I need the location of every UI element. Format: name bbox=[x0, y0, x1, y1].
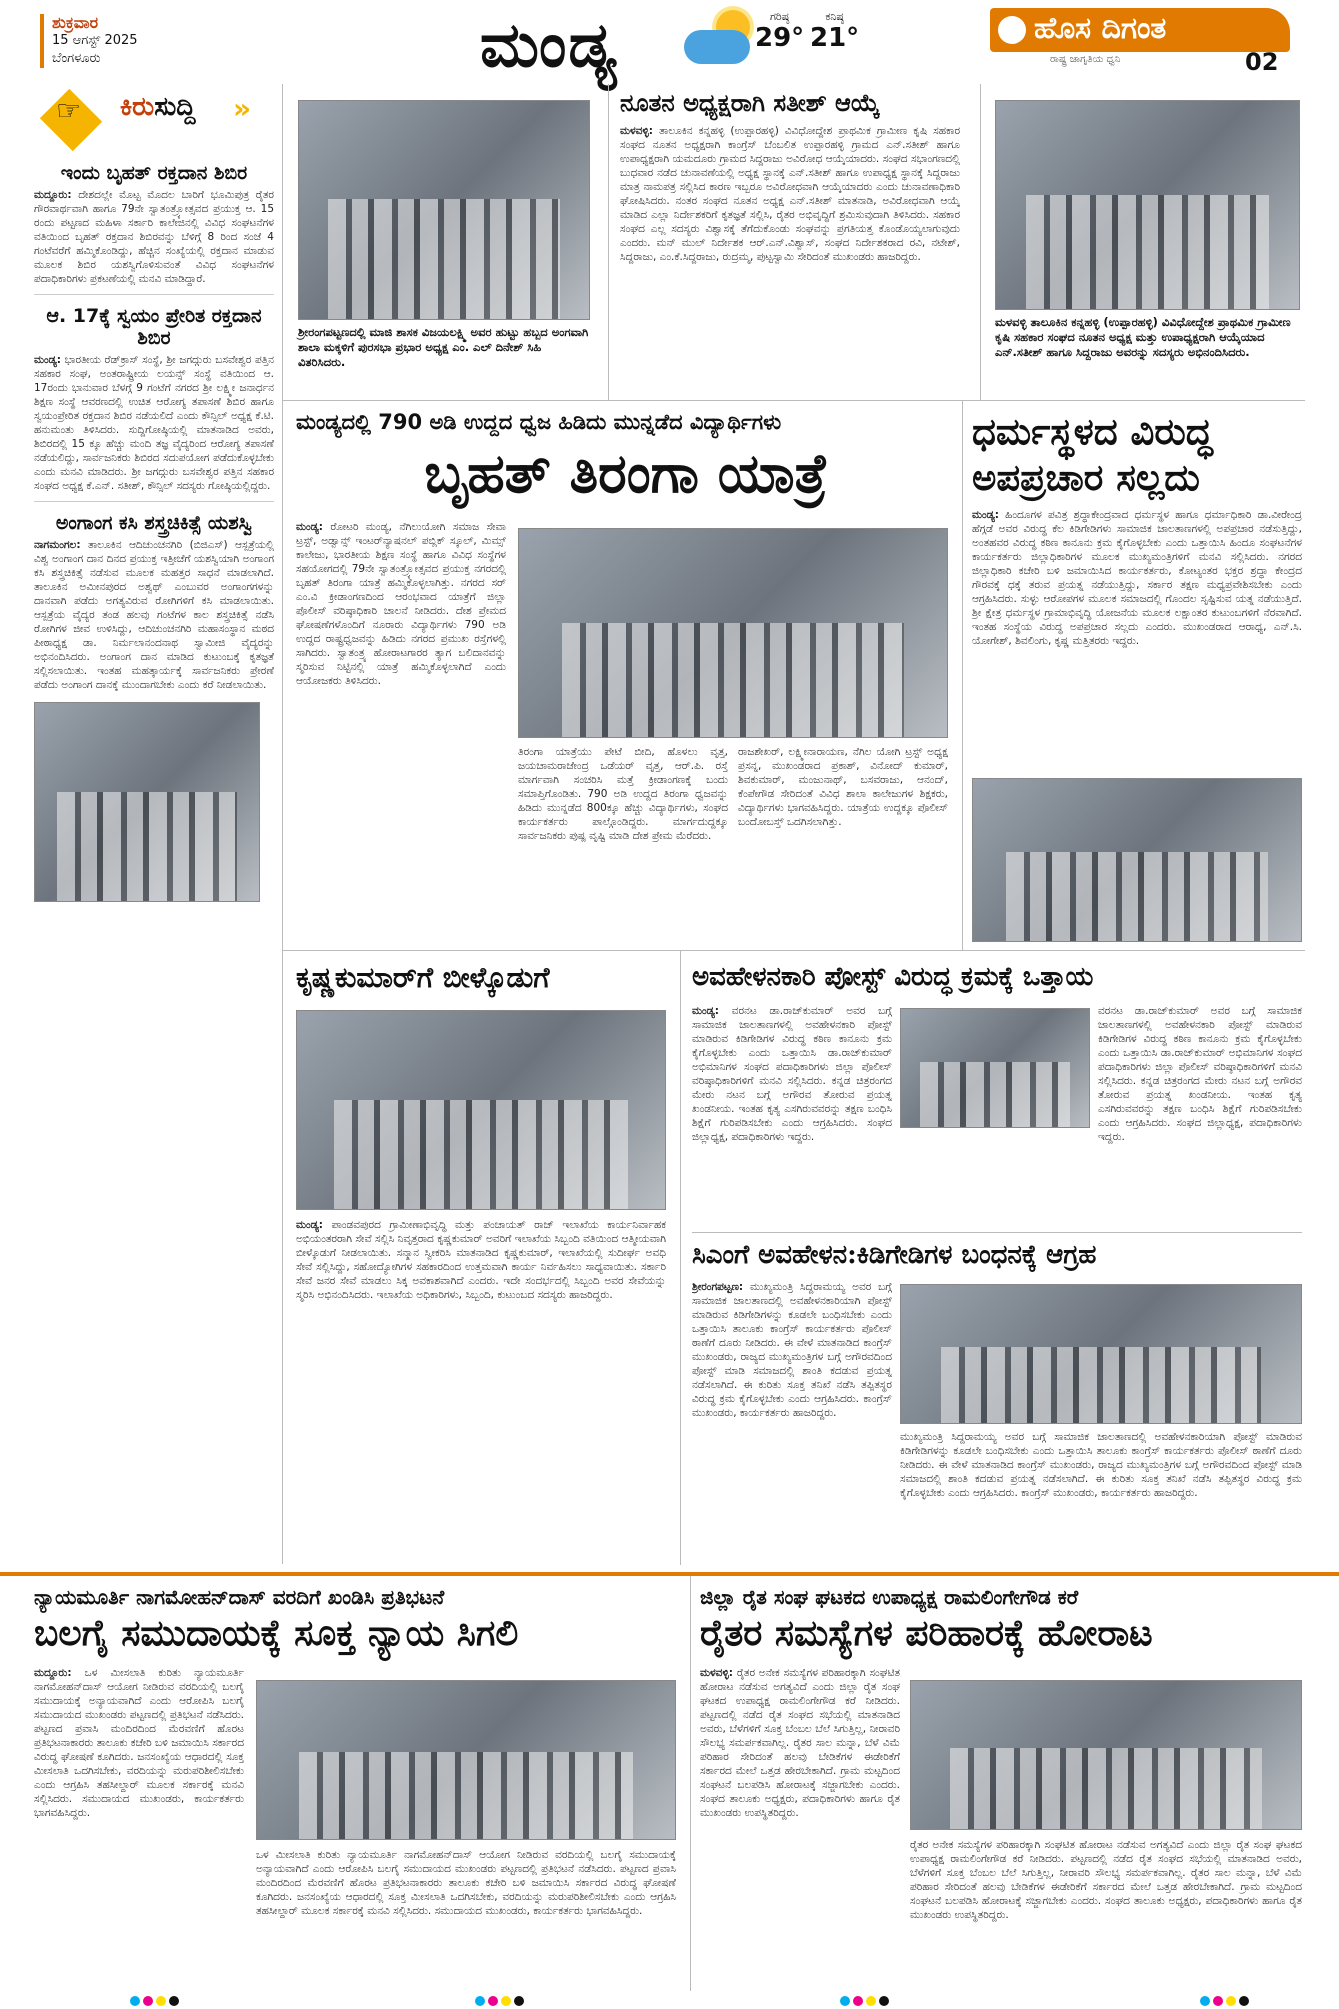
section-divider bbox=[0, 1572, 1339, 1576]
story-body bbox=[620, 124, 960, 392]
story-headline: ಕೃಷ್ಣಕುಮಾರ್‌ಗೆ ಬೀಳ್ಕೊಡುಗೆ bbox=[296, 961, 550, 994]
brief-text: ಭಾರತೀಯ ರೆಡ್‌ಕ್ರಾಸ್ ಸಂಸ್ಥೆ, ಶ್ರೀ ಜಗದ್ಗುರು ಬಸವೇಶ್ವರ ಪತ್ತಿನ ಸಹಕಾರ ಸಂಘ, ಅಂತರಾಷ್ಟ್ರೀಯ ಲಯನ್ಸ್ ಸಂಸ್ಥೆ ವತಿಯಿಂದ ಆ. 17ರಂದು ಭಾನುವಾರ ಬೆಳಗ್ಗೆ 9 ಗಂಟೆಗೆ ನಗರದ ಶ್ರೀ ಲಕ್ಷ್ಮೀ ಜನಾರ್ಧನ ಶಿಕ್ಷಣ ಸಂಸ್ಥೆ ಆವರಣದಲ್ಲಿ ಉಚಿತ ಆರೋಗ್ಯ ತಪಾಸಣೆ ಶಿಬಿರ ಹಾಗೂ ಸ್ವಯಂಪ್ರೇರಿತ ರಕ್ತದಾನ ಶಿಬಿರ ನಡೆಯಲಿದೆ ಎಂದು ಕೌನ್ಸಿಲ್ ಅಧ್ಯಕ್ಷ ಕೆ.ಟಿ. ಹನುಮಂತು ತಿಳಿಸಿದರು. ಸುದ್ದಿಗೋಷ್ಠಿಯಲ್ಲಿ ಮಾತನಾಡಿದ ಅವರು, ಶಿಬಿರದಲ್ಲಿ 15 ಕ್ಕೂ ಹೆಚ್ಚು ಮಂದಿ ತಜ್ಞ ವೈದ್ಯರಿಂದ ಆರೋಗ್ಯ ತಪಾಸಣೆ ನಡೆಯಲಿದ್ದು, ಸಾರ್ವಜನಿಕರು ಶಿಬಿರದ ಸದುಪಯೋಗ ಪಡೆದುಕೊಳ್ಳಬೇಕು ಎಂದು ಮನವಿ ಮಾಡಿದರು. ಶ್ರೀ ಜಗದ್ಗುರು ಬಸವೇಶ್ವರ ಪತ್ತಿನ ಸಹಕಾರ ಸಂಘದ ಅಧ್ಯಕ್ಷ ಕೆ.ಎನ್. ಸತೀಶ್, ಕೌನ್ಸಿಲ್ ಸದಸ್ಯರು ಗೋಷ್ಠಿಯಲ್ಲಿದ್ದರು. bbox=[34, 354, 274, 492]
story-text: ಪಾಂಡವಪುರದ ಗ್ರಾಮೀಣಾಭಿವೃದ್ಧಿ ಮತ್ತು ಪಂಚಾಯತ್ ರಾಜ್ ಇಲಾಖೆಯ ಕಾರ್ಯನಿರ್ವಾಹಕ ಅಭಿಯಂತರರಾಗಿ ಸೇವೆ ಸಲ್ಲಿಸಿ ನಿವೃತ್ತರಾದ ಕೃಷ್ಣಕುಮಾರ್ ಅವರಿಗೆ ಇಲಾಖೆಯ ಸಿಬ್ಬಂದಿ ವತಿಯಿಂದ ಆತ್ಮೀಯವಾಗಿ ಬೀಳ್ಕೊಡುಗೆ ನೀಡಲಾಯಿತು. ಸನ್ಮಾನ ಸ್ವೀಕರಿಸಿ ಮಾತನಾಡಿದ ಕೃಷ್ಣಕುಮಾರ್, ಇಲಾಖೆಯಲ್ಲಿ ಸುದೀರ್ಘ ಅವಧಿ ಸೇವೆ ಸಲ್ಲಿಸಿದ್ದು, ಸಹೋದ್ಯೋಗಿಗಳ ಸಹಕಾರದಿಂದ ಉತ್ತಮವಾಗಿ ಕಾರ್ಯ ನಿರ್ವಹಿಸಲು ಸಾಧ್ಯವಾಯಿತು. ಸರ್ಕಾರಿ ಸೇವೆ ಜನರ ಸೇವೆ ಮಾಡಲು ಸಿಕ್ಕ ಅವಕಾಶವಾಗಿದೆ ಎಂದರು. ಇದೇ ಸಂದರ್ಭದಲ್ಲಿ ಸಿಬ್ಬಂದಿ ಅವರ ಸೇವೆಯನ್ನು ಸ್ಮರಿಸಿ ಅಭಿನಂದಿಸಿದರು. ಇಲಾಖೆಯ ಅಧಿಕಾರಿಗಳು, ಸಿಬ್ಬಂದಿ, ಕುಟುಂಬದ ಸದಸ್ಯರು ಹಾಜರಿದ್ದರು. bbox=[296, 1219, 666, 1301]
temp-max-value: 29° bbox=[755, 23, 805, 53]
masthead bbox=[0, 0, 1339, 80]
story-kicker: ಜಿಲ್ಲಾ ರೈತ ಸಂಘ ಘಟಕದ ಉಪಾಧ್ಯಕ್ಷ ರಾಮಲಿಂಗೇಗೌಡ ಕರೆ bbox=[700, 1585, 1079, 1609]
column-divider bbox=[282, 84, 283, 1564]
story-headline: ಧರ್ಮಸ್ಥಳದ ವಿರುದ್ಧ ಅಪಪ್ರಚಾರ ಸಲ್ಲದು bbox=[972, 409, 1213, 499]
cooperative-members-photo bbox=[995, 100, 1300, 310]
brief-item bbox=[34, 294, 274, 493]
new-president-story bbox=[620, 88, 960, 118]
story-body-continued: ರೈತರ ಅನೇಕ ಸಮಸ್ಯೆಗಳ ಪರಿಹಾರಕ್ಕಾಗಿ ಸಂಘಟಿತ ಹೋರಾಟ ನಡೆಸುವ ಅಗತ್ಯವಿದೆ ಎಂದು ಜಿಲ್ಲಾ ರೈತ ಸಂಘ ಘಟಕದ ಉಪಾಧ್ಯಕ್ಷ ರಾಮಲಿಂಗೇಗೌಡ ಕರೆ ನೀಡಿದರು. ಪಟ್ಟಣದಲ್ಲಿ ನಡೆದ ರೈತ ಸಂಘದ ಸಭೆಯಲ್ಲಿ ಮಾತನಾಡಿದ ಅವರು, ಬೆಳೆಗಳಿಗೆ ಸೂಕ್ತ ಬೆಂಬಲ ಬೆಲೆ ಸಿಗುತ್ತಿಲ್ಲ, ನೀರಾವರಿ ಸೌಲಭ್ಯ ಸಮರ್ಪಕವಾಗಿಲ್ಲ. ರೈತರ ಸಾಲ ಮನ್ನಾ, ಬೆಳೆ ವಿಮೆ ಪರಿಹಾರ ಸೇರಿದಂತೆ ಹಲವು ಬೇಡಿಕೆಗಳ ಈಡೇರಿಕೆಗೆ ಸರ್ಕಾರದ ಮೇಲೆ ಒತ್ತಡ ಹೇರಬೇಕಾಗಿದೆ. ಗ್ರಾಮ ಮಟ್ಟದಿಂದ ಸಂಘಟನೆ ಬಲಪಡಿಸಿ ಹೋರಾಟಕ್ಕೆ ಸಜ್ಜಾಗಬೇಕು ಎಂದರು. ಸಂಘದ ತಾಲೂಕು ಅಧ್ಯಕ್ಷರು, ಪದಾಧಿಕಾರಿಗಳು ಹಾಗೂ ರೈತ ಮುಖಂಡರು ಉಪಸ್ಥಿತರಿದ್ದರು. bbox=[910, 1839, 1302, 1921]
memorandum-photo bbox=[972, 778, 1302, 942]
story-body: ತಿರಂಗಾ ಯಾತ್ರೆಯು ಪೇಟೆ ಬೀದಿ, ಹೊಳಲು ವೃತ್ತ, ಜಯಚಾಮರಾಜೇಂದ್ರ ಒಡೆಯರ್ ವೃತ್ತ, ಆರ್.ಪಿ. ರಸ್ತೆ ಮಾರ್ಗವಾಗಿ ಸಂಚರಿಸಿ ಮತ್ತೆ ಕ್ರೀಡಾಂಗಣಕ್ಕೆ ಬಂದು ಸಮಾಪ್ತಿಗೊಂಡಿತು. 790 ಅಡಿ ಉದ್ದದ ತಿರಂಗಾ ಧ್ವಜವನ್ನು ಹಿಡಿದು ಮುನ್ನಡೆದ 800ಕ್ಕೂ ಹೆಚ್ಚು ವಿದ್ಯಾರ್ಥಿಗಳು, ಸಂಘದ ಕಾರ್ಯಕರ್ತರು ಪಾಲ್ಗೊಂಡಿದ್ದರು. ಮಾರ್ಗದುದ್ದಕ್ಕೂ ಸಾರ್ವಜನಿಕರು ಪುಷ್ಪ ವೃಷ್ಟಿ ಮಾಡಿ ದೇಶ ಪ್ರೇಮ ಮೆರೆದರು. bbox=[518, 746, 728, 842]
balagai-story bbox=[34, 1584, 684, 1656]
story-body-continued: ಮುಖ್ಯಮಂತ್ರಿ ಸಿದ್ದರಾಮಯ್ಯ ಅವರ ಬಗ್ಗೆ ಸಾಮಾಜಿಕ ಜಾಲತಾಣದಲ್ಲಿ ಅವಹೇಳನಕಾರಿಯಾಗಿ ಪೋಸ್ಟ್ ಮಾಡಿರುವ ಕಿಡಿಗೇಡಿಗಳನ್ನು ಕೂಡಲೇ ಬಂಧಿಸಬೇಕು ಎಂದು ಒತ್ತಾಯಿಸಿ ತಾಲೂಕು ಕಾಂಗ್ರೆಸ್ ಕಾರ್ಯಕರ್ತರು ಪೊಲೀಸ್ ಠಾಣೆಗೆ ದೂರು ನೀಡಿದರು. ಈ ವೇಳೆ ಮಾತನಾಡಿದ ಕಾಂಗ್ರೆಸ್ ಮುಖಂಡರು, ರಾಜ್ಯದ ಮುಖ್ಯಮಂತ್ರಿಗಳ ಬಗ್ಗೆ ಅಗೌರವದಿಂದ ಪೋಸ್ಟ್ ಮಾಡಿ ಸಮಾಜದಲ್ಲಿ ಶಾಂತಿ ಕದಡುವ ಪ್ರಯತ್ನ ನಡೆಸಲಾಗಿದೆ. ಈ ಕುರಿತು ಸೂಕ್ತ ತನಿಖೆ ನಡೆಸಿ ತಪ್ಪಿತಸ್ಥರ ವಿರುದ್ಧ ಕ್ರಮ ಕೈಗೊಳ್ಳಬೇಕು ಎಂದು ಆಗ್ರಹಿಸಿದರು. ಕಾಂಗ್ರೆಸ್ ಮುಖಂಡರು, ಕಾರ್ಯಕರ್ತರು ಹಾಜರಿದ್ದರು. bbox=[900, 1431, 1302, 1499]
temp-min-label: ಕನಿಷ್ಠ bbox=[825, 10, 844, 23]
felicitation-photo bbox=[34, 702, 260, 902]
story-kicker: ಮಂಡ್ಯದಲ್ಲಿ 790 ಅಡಿ ಉದ್ದದ ಧ್ವಜ ಹಿಡಿದು ಮುನ್ನಡೆದ ವಿದ್ಯಾರ್ಥಿಗಳು bbox=[296, 410, 782, 434]
cloud-icon bbox=[684, 30, 750, 64]
brief-body bbox=[34, 353, 274, 493]
dateline: ನಾಗಮಂಗಲ: bbox=[34, 539, 81, 551]
brand-name: ಹೊಸ ದಿಗಂತ bbox=[1034, 11, 1167, 46]
story-body bbox=[34, 1666, 244, 1986]
temp-max-label: ಗರಿಷ್ಠ bbox=[769, 10, 790, 23]
story-text: ರೋಟರಿ ಮಂಡ್ಯ, ನೆಗಿಲುಯೋಗಿ ಸಮಾಜ ಸೇವಾ ಟ್ರಸ್ಟ್, ಅಡ್ವಾನ್ಸ್ ಇಂಟರ್‌ನ್ಯಾಷನಲ್ ಪಬ್ಲಿಕ್ ಸ್ಕೂಲ್, ಮಿಮ್ಸ್ ಕಾಲೇಜು, ಭಾರತೀಯ ಶಿಕ್ಷಣ ಸಂಸ್ಥೆ ಹಾಗೂ ವಿವಿಧ ಸಂಸ್ಥೆಗಳ ಸಹಯೋಗದಲ್ಲಿ 79ನೇ ಸ್ವಾತಂತ್ರ್ಯೋತ್ಸವದ ಪ್ರಯುಕ್ತ ನಗರದಲ್ಲಿ ಬೃಹತ್ ತಿರಂಗಾ ಯಾತ್ರೆ ಹಮ್ಮಿಕೊಳ್ಳಲಾಗಿತ್ತು. ನಗರದ ಸರ್ ಎಂ.ವಿ ಕ್ರೀಡಾಂಗಣದಿಂದ ಆರಂಭವಾದ ಯಾತ್ರೆಗೆ ಜಿಲ್ಲಾ ಪೊಲೀಸ್ ವರಿಷ್ಠಾಧಿಕಾರಿ ಚಾಲನೆ ನೀಡಿದರು. ದೇಶ ಪ್ರೇಮದ ಘೋಷಣೆಗಳೊಂದಿಗೆ ನೂರಾರು ವಿದ್ಯಾರ್ಥಿಗಳು 790 ಅಡಿ ಉದ್ದದ ರಾಷ್ಟ್ರಧ್ವಜವನ್ನು ಹಿಡಿದು ನಗರದ ಪ್ರಮುಖ ರಸ್ತೆಗಳಲ್ಲಿ ಸಾಗಿದರು. ಸ್ವಾತಂತ್ರ್ಯ ಹೋರಾಟಗಾರರ ತ್ಯಾಗ ಬಲಿದಾನವನ್ನು ಸ್ಮರಿಸುವ ನಿಟ್ಟಿನಲ್ಲಿ ಯಾತ್ರೆ ಹಮ್ಮಿಕೊಳ್ಳಲಾಗಿದೆ ಎಂದು ಆಯೋಜಕರು ತಿಳಿಸಿದರು. bbox=[296, 521, 506, 687]
farewell-photo bbox=[296, 1010, 666, 1210]
dateline: ಶ್ರೀರಂಗಪಟ್ಟಣ: bbox=[692, 1281, 744, 1293]
column-divider bbox=[962, 400, 963, 950]
registration-marks bbox=[840, 1996, 889, 2006]
story-headline: ರೈತರ ಸಮಸ್ಯೆಗಳ ಪರಿಹಾರಕ್ಕೆ ಹೋರಾಟ bbox=[700, 1612, 1153, 1654]
story-text: ತಾಲೂಕಿನ ಕನ್ನಹಳ್ಳಿ (ಉಪ್ಪಾರಹಳ್ಳಿ) ವಿವಿಧೋದ್ದೇಶ ಪ್ರಾಥಮಿಕ ಗ್ರಾಮೀಣ ಕೃಷಿ ಸಹಕಾರ ಸಂಘದ ನೂತನ ಅಧ್ಯಕ್ಷರಾಗಿ ಕಾಂಗ್ರೆಸ್ ಬೆಂಬಲಿತ ಉಪ್ಪಾರಹಳ್ಳಿ ಗ್ರಾಮದ ಎನ್.ಸತೀಶ್ ಹಾಗೂ ಉಪಾಧ್ಯಕ್ಷರಾಗಿ ಯಮದೂರು ಗ್ರಾಮದ ಸಿದ್ದರಾಜು ಅವಿರೋಧ ಆಯ್ಕೆಯಾದರು. ಸಂಘದ ಸಭಾಂಗಣದಲ್ಲಿ ಬುಧವಾರ ನಡೆದ ಚುನಾವಣೆಯಲ್ಲಿ ಅಧ್ಯಕ್ಷ ಸ್ಥಾನಕ್ಕೆ ಎನ್.ಸತೀಶ್ ಹಾಗೂ ಉಪಾಧ್ಯಕ್ಷ ಸ್ಥಾನಕ್ಕೆ ಸಿದ್ದರಾಜು ಮಾತ್ರ ನಾಮಪತ್ರ ಸಲ್ಲಿಸಿದ ಕಾರಣ ಇಬ್ಬರೂ ಅವಿರೋಧವಾಗಿ ಆಯ್ಕೆಯಾದರು ಎಂದು ಚುನಾವಣಾಧಿಕಾರಿ ಘೋಷಿಸಿದರು. ನಂತರ ಸಂಘದ ನೂತನ ಅಧ್ಯಕ್ಷ ಎನ್.ಸತೀಶ್ ಮಾತನಾಡಿ, ಅವಿರೋಧವಾಗಿ ಆಯ್ಕೆ ಮಾಡಿದ ಎಲ್ಲಾ ನಿರ್ದೇಶಕರಿಗೆ ಕೃತಜ್ಞತೆ ಸಲ್ಲಿಸಿ, ರೈತರ ಅಭಿವೃದ್ಧಿಗೆ ಶ್ರಮಿಸುವುದಾಗಿ ತಿಳಿಸಿದರು. ಸಹಕಾರ ಸಂಘದ ಎಲ್ಲ ಸದಸ್ಯರು ವಿಶ್ವಾಸಕ್ಕೆ ತೆಗೆದುಕೊಂಡು ಸಂಘವನ್ನು ಪ್ರಗತಿಯತ್ತ ಕೊಂಡೊಯ್ಯಲಾಗುವುದು ಎಂದರು. ಮನ್ ಮುಲ್ ನಿರ್ದೇಶಕ ಆರ್.ಎನ್.ವಿಶ್ವಾಸ್, ಸಂಘದ ನಿರ್ದೇಶಕರಾದ ರವಿ, ನಟೇಶ್, ಸಿದ್ದರಾಜು, ಎಂ.ಕೆ.ಸಿದ್ದರಾಜು, ರುದ್ರಮ್ಮ, ಪುಟ್ಟಸ್ವಾಮಿ ಸೇರಿದಂತೆ ಮುಖಂಡರು ಹಾಜರಿದ್ದರು. bbox=[620, 125, 960, 263]
column-divider bbox=[690, 1576, 691, 1991]
registration-marks bbox=[1200, 1996, 1249, 2006]
story-text: ರೈತರ ಅನೇಕ ಸಮಸ್ಯೆಗಳ ಪರಿಹಾರಕ್ಕಾಗಿ ಸಂಘಟಿತ ಹೋರಾಟ ನಡೆಸುವ ಅಗತ್ಯವಿದೆ ಎಂದು ಜಿಲ್ಲಾ ರೈತ ಸಂಘ ಘಟಕದ ಉಪಾಧ್ಯಕ್ಷ ರಾಮಲಿಂಗೇಗೌಡ ಕರೆ ನೀಡಿದರು. ಪಟ್ಟಣದಲ್ಲಿ ನಡೆದ ರೈತ ಸಂಘದ ಸಭೆಯಲ್ಲಿ ಮಾತನಾಡಿದ ಅವರು, ಬೆಳೆಗಳಿಗೆ ಸೂಕ್ತ ಬೆಂಬಲ ಬೆಲೆ ಸಿಗುತ್ತಿಲ್ಲ, ನೀರಾವರಿ ಸೌಲಭ್ಯ ಸಮರ್ಪಕವಾಗಿಲ್ಲ. ರೈತರ ಸಾಲ ಮನ್ನಾ, ಬೆಳೆ ವಿಮೆ ಪರಿಹಾರ ಸೇರಿದಂತೆ ಹಲವು ಬೇಡಿಕೆಗಳ ಈಡೇರಿಕೆಗೆ ಸರ್ಕಾರದ ಮೇಲೆ ಒತ್ತಡ ಹೇರಬೇಕಾಗಿದೆ. ಗ್ರಾಮ ಮಟ್ಟದಿಂದ ಸಂಘಟನೆ ಬಲಪಡಿಸಿ ಹೋರಾಟಕ್ಕೆ ಸಜ್ಜಾಗಬೇಕು ಎಂದರು. ಸಂಘದ ತಾಲೂಕು ಅಧ್ಯಕ್ಷರು, ಪದಾಧಿಕಾರಿಗಳು ಹಾಗೂ ರೈತ ಮುಖಂಡರು ಉಪಸ್ಥಿತರಿದ್ದರು. bbox=[700, 1667, 900, 1819]
pointing-hand-icon: ☞ bbox=[56, 94, 82, 127]
story-headline: ಸಿಎಂಗೆ ಅವಹೇಳನ:ಕಿಡಿಗೇಡಿಗಳ ಬಂಧನಕ್ಕೆ ಆಗ್ರಹ bbox=[692, 1240, 1097, 1270]
dateline: ಮಂಡ್ಯ: bbox=[296, 521, 323, 533]
story-body bbox=[296, 520, 506, 940]
dateline: ಮಳವಳ್ಳಿ: bbox=[620, 125, 654, 137]
avahelana-post-story bbox=[692, 960, 1302, 994]
police-station-photo bbox=[900, 1284, 1302, 1424]
story-text: ಹಿಂದೂಗಳ ಪವಿತ್ರ ಶ್ರದ್ಧಾಕೇಂದ್ರವಾದ ಧರ್ಮಸ್ಥಳ ಹಾಗೂ ಧರ್ಮಾಧಿಕಾರಿ ಡಾ.ವೀರೇಂದ್ರ ಹೆಗ್ಗಡೆ ಅವರ ವಿರುದ್ಧ ಕೆಲ ಕಿಡಿಗೇಡಿಗಳು ಸಾಮಾಜಿಕ ಜಾಲತಾಣಗಳಲ್ಲಿ ಅಪಪ್ರಚಾರ ನಡೆಸುತ್ತಿದ್ದು, ಅಂತಹವರ ವಿರುದ್ಧ ಕಠಿಣ ಕಾನೂನು ಕ್ರಮ ಕೈಗೊಳ್ಳಬೇಕು ಎಂದು ಒತ್ತಾಯಿಸಿ ಹಿಂದೂ ಸಂಘಟನೆಗಳ ಕಾರ್ಯಕರ್ತರು ಜಿಲ್ಲಾಧಿಕಾರಿಗಳ ಮೂಲಕ ಮುಖ್ಯಮಂತ್ರಿಗಳಿಗೆ ಮನವಿ ಸಲ್ಲಿಸಿದರು. ನಗರದ ಜಿಲ್ಲಾಧಿಕಾರಿ ಕಚೇರಿ ಬಳಿ ಜಮಾಯಿಸಿದ ಕಾರ್ಯಕರ್ತರು, ಕೋಟ್ಯಂತರ ಭಕ್ತರ ಶ್ರದ್ಧಾ ಕೇಂದ್ರದ ಗೌರವಕ್ಕೆ ಧಕ್ಕೆ ತರುವ ಪ್ರಯತ್ನ ನಡೆಯುತ್ತಿದ್ದು, ಸರ್ಕಾರ ತಕ್ಷಣ ಮಧ್ಯಪ್ರವೇಶಿಸಬೇಕು ಎಂದು ಆಗ್ರಹಿಸಿದರು. ಸುಳ್ಳು ಆರೋಪಗಳ ಮೂಲಕ ಸಮಾಜದಲ್ಲಿ ಗೊಂದಲ ಸೃಷ್ಟಿಸುವ ಯತ್ನ ನಡೆಯುತ್ತಿದೆ. ಶ್ರೀ ಕ್ಷೇತ್ರ ಧರ್ಮಸ್ಥಳ ಗ್ರಾಮಾಭಿವೃದ್ಧಿ ಯೋಜನೆಯ ಮೂಲಕ ಲಕ್ಷಾಂತರ ಕುಟುಂಬಗಳಿಗೆ ನೆರವಾಗಿದೆ. ಇಂತಹ ಸಂಸ್ಥೆಯ ವಿರುದ್ಧ ಅಪಪ್ರಚಾರ ಸಲ್ಲದು ಎಂದರು. ಮುಖಂಡರಾದ ಆರಾಧ್ಯ, ಎನ್.ಸಿ. ಯೋಗೇಶ್, ಶಿವಲಿಂಗು, ಕೃಷ್ಣ ಮತ್ತಿತರರು ಇದ್ದರು. bbox=[972, 509, 1302, 647]
story-text: ಮುಖ್ಯಮಂತ್ರಿ ಸಿದ್ದರಾಮಯ್ಯ ಅವರ ಬಗ್ಗೆ ಸಾಮಾಜಿಕ ಜಾಲತಾಣದಲ್ಲಿ ಅವಹೇಳನಕಾರಿಯಾಗಿ ಪೋಸ್ಟ್ ಮಾಡಿರುವ ಕಿಡಿಗೇಡಿಗಳನ್ನು ಕೂಡಲೇ ಬಂಧಿಸಬೇಕು ಎಂದು ಒತ್ತಾಯಿಸಿ ತಾಲೂಕು ಕಾಂಗ್ರೆಸ್ ಕಾರ್ಯಕರ್ತರು ಪೊಲೀಸ್ ಠಾಣೆಗೆ ದೂರು ನೀಡಿದರು. ಈ ವೇಳೆ ಮಾತನಾಡಿದ ಕಾಂಗ್ರೆಸ್ ಮುಖಂಡರು, ರಾಜ್ಯದ ಮುಖ್ಯಮಂತ್ರಿಗಳ ಬಗ್ಗೆ ಅಗೌರವದಿಂದ ಪೋಸ್ಟ್ ಮಾಡಿ ಸಮಾಜದಲ್ಲಿ ಶಾಂತಿ ಕದಡುವ ಪ್ರಯತ್ನ ನಡೆಸಲಾಗಿದೆ. ಈ ಕುರಿತು ಸೂಕ್ತ ತನಿಖೆ ನಡೆಸಿ ತಪ್ಪಿತಸ್ಥರ ವಿರುದ್ಧ ಕ್ರಮ ಕೈಗೊಳ್ಳಬೇಕು ಎಂದು ಆಗ್ರಹಿಸಿದರು. ಕಾಂಗ್ರೆಸ್ ಮುಖಂಡರು, ಕಾರ್ಯಕರ್ತರು ಹಾಜರಿದ್ದರು. bbox=[692, 1281, 892, 1419]
cm-protest-story bbox=[692, 1238, 1302, 1272]
registration-marks bbox=[475, 1996, 524, 2006]
lamp-icon bbox=[998, 16, 1026, 44]
protest-rally-photo bbox=[256, 1680, 676, 1840]
brief-headline: ಅಂಗಾಂಗ ಕಸಿ ಶಸ್ತ್ರಚಿಕಿತ್ಸೆ ಯಶಸ್ವಿ bbox=[55, 512, 253, 534]
story-body bbox=[692, 1004, 892, 1224]
dateline: ಮಂಡ್ಯ: bbox=[296, 1219, 323, 1231]
story-body-continued: ಒಳ ಮೀಸಲಾತಿ ಕುರಿತು ನ್ಯಾಯಮೂರ್ತಿ ನಾಗಮೋಹನ್‌ದಾಸ್ ಆಯೋಗ ನೀಡಿರುವ ವರದಿಯಲ್ಲಿ ಬಲಗೈ ಸಮುದಾಯಕ್ಕೆ ಅನ್ಯಾಯವಾಗಿದೆ ಎಂದು ಆರೋಪಿಸಿ ಬಲಗೈ ಸಮುದಾಯದ ಮುಖಂಡರು ಪಟ್ಟಣದಲ್ಲಿ ಪ್ರತಿಭಟನೆ ನಡೆಸಿದರು. ಪಟ್ಟಣದ ಪ್ರವಾಸಿ ಮಂದಿರದಿಂದ ಮೆರವಣಿಗೆ ಹೊರಟ ಪ್ರತಿಭಟನಾಕಾರರು ತಾಲೂಕು ಕಚೇರಿ ಬಳಿ ಜಮಾಯಿಸಿ ಸರ್ಕಾರದ ವಿರುದ್ಧ ಘೋಷಣೆ ಕೂಗಿದರು. ಜನಸಂಖ್ಯೆಯ ಆಧಾರದಲ್ಲಿ ಸೂಕ್ತ ಮೀಸಲಾತಿ ಒದಗಿಸಬೇಕು, ವರದಿಯನ್ನು ಮರುಪರಿಶೀಲಿಸಬೇಕು ಎಂದು ಆಗ್ರಹಿಸಿ ತಹಸೀಲ್ದಾರ್ ಮೂಲಕ ಸರ್ಕಾರಕ್ಕೆ ಮನವಿ ಸಲ್ಲಿಸಿದರು. ಸಮುದಾಯದ ಮುಖಂಡರು, ಕಾರ್ಯಕರ್ತರು ಭಾಗವಹಿಸಿದ್ದರು. bbox=[256, 1849, 676, 1917]
fans-association-photo bbox=[900, 1008, 1090, 1128]
story-text: ಒಳ ಮೀಸಲಾತಿ ಕುರಿತು ನ್ಯಾಯಮೂರ್ತಿ ನಾಗಮೋಹನ್‌ದಾಸ್ ಆಯೋಗ ನೀಡಿರುವ ವರದಿಯಲ್ಲಿ ಬಲಗೈ ಸಮುದಾಯಕ್ಕೆ ಅನ್ಯಾಯವಾಗಿದೆ ಎಂದು ಆರೋಪಿಸಿ ಬಲಗೈ ಸಮುದಾಯದ ಮುಖಂಡರು ಪಟ್ಟಣದಲ್ಲಿ ಪ್ರತಿಭಟನೆ ನಡೆಸಿದರು. ಪಟ್ಟಣದ ಪ್ರವಾಸಿ ಮಂದಿರದಿಂದ ಮೆರವಣಿಗೆ ಹೊರಟ ಪ್ರತಿಭಟನಾಕಾರರು ತಾಲೂಕು ಕಚೇರಿ ಬಳಿ ಜಮಾಯಿಸಿ ಸರ್ಕಾರದ ವಿರುದ್ಧ ಘೋಷಣೆ ಕೂಗಿದರು. ಜನಸಂಖ್ಯೆಯ ಆಧಾರದಲ್ಲಿ ಸೂಕ್ತ ಮೀಸಲಾತಿ ಒದಗಿಸಬೇಕು, ವರದಿಯನ್ನು ಮರುಪರಿಶೀಲಿಸಬೇಕು ಎಂದು ಆಗ್ರಹಿಸಿ ತಹಸೀಲ್ದಾರ್ ಮೂಲಕ ಸರ್ಕಾರಕ್ಕೆ ಮನವಿ ಸಲ್ಲಿಸಿದರು. ಸಮುದಾಯದ ಮುಖಂಡರು, ಕಾರ್ಯಕರ್ತರು ಭಾಗವಹಿಸಿದ್ದರು. bbox=[34, 1667, 244, 1819]
brief-item bbox=[34, 162, 274, 286]
story-headline: ಅವಹೇಳನಕಾರಿ ಪೋಸ್ಟ್ ವಿರುದ್ಧ ಕ್ರಮಕ್ಕೆ ಒತ್ತಾಯ bbox=[692, 962, 1094, 992]
brief-item bbox=[34, 501, 274, 692]
section-label bbox=[120, 92, 196, 122]
krishnakumar-story bbox=[296, 960, 666, 996]
photo-caption: ಶ್ರೀರಂಗಪಟ್ಟಣದಲ್ಲಿ ಮಾಜಿ ಶಾಸಕ ವಿಜಯಲಕ್ಷ್ಮಿ ಅವರ ಹುಟ್ಟು ಹಬ್ಬದ ಅಂಗವಾಗಿ ಶಾಲಾ ಮಕ್ಕಳಿಗೆ ಪುರಸಭಾ ಪ್ರಭಾರ ಅಧ್ಯಕ್ಷ ಎಂ. ಎಲ್ ದಿನೇಶ್ ಸಿಹಿ ವಿತರಿಸಿದರು. bbox=[298, 325, 589, 369]
story-headline: ಬೃಹತ್ ತಿರಂಗಾ ಯಾತ್ರೆ bbox=[424, 441, 828, 505]
story-body bbox=[700, 1666, 900, 1986]
temp-max bbox=[755, 10, 804, 52]
weekday: ಶುಕ್ರವಾರ bbox=[52, 13, 99, 32]
newspaper-logo bbox=[990, 8, 1300, 76]
dateline: ಮಂಡ್ಯ: bbox=[692, 1005, 719, 1017]
dateline: ಮಂಡ್ಯ: bbox=[34, 354, 61, 366]
brief-headline: ಆ. 17ಕ್ಕೆ ಸ್ವಯಂ ಪ್ರೇರಿತ ರಕ್ತದಾನ ಶಿಬಿರ bbox=[46, 305, 262, 349]
story-body bbox=[296, 1218, 666, 1558]
brief-body bbox=[34, 538, 274, 692]
photo-caption: ಮಳವಳ್ಳಿ ತಾಲೂಕಿನ ಕನ್ನಹಳ್ಳಿ (ಉಪ್ಪಾರಹಳ್ಳಿ) ವಿವಿಧೋದ್ದೇಶ ಪ್ರಾಥಮಿಕ ಗ್ರಾಮೀಣ ಕೃಷಿ ಸಹಕಾರ ಸಂಘದ ನೂತನ ಅಧ್ಯಕ್ಷ ಮತ್ತು ಉಪಾಧ್ಯಕ್ಷರಾಗಿ ಆಯ್ಕೆಯಾದ ಎನ್.ಸತೀಶ್ ಹಾಗೂ ಸಿದ್ದರಾಜು ಅವರನ್ನು ಸದಸ್ಯರು ಅಭಿನಂದಿಸಿದರು. bbox=[995, 315, 1291, 359]
story-headline: ನೂತನ ಅಧ್ಯಕ್ಷರಾಗಿ ಸತೀಶ್ ಆಯ್ಕೆ bbox=[620, 88, 880, 117]
story-body bbox=[972, 508, 1302, 770]
chevrons-icon: » bbox=[233, 92, 252, 125]
column-divider bbox=[980, 84, 981, 400]
raitha-story bbox=[700, 1584, 1305, 1656]
registration-marks bbox=[130, 1996, 179, 2006]
brand-tagline: ರಾಷ್ಟ್ರ ಜಾಗೃತಿಯ ಧ್ವನಿ bbox=[1050, 54, 1121, 65]
dateline: ಮದ್ದೂರು: bbox=[34, 189, 72, 201]
column-divider bbox=[680, 950, 681, 1565]
brief-body bbox=[34, 188, 274, 286]
row-divider bbox=[282, 400, 1305, 401]
story-body: ರಾಜಶೇಖರ್, ಲಕ್ಷ್ಮೀನಾರಾಯಣ, ನೆಗಿಲ ಯೋಗಿ ಟ್ರಸ್ಟ್ ಅಧ್ಯಕ್ಷ ಪ್ರಸನ್ನ, ಮುಖಂಡರಾದ ಪ್ರಕಾಶ್, ವಿನೋದ್ ಕುಮಾರ್, ಶಿವಕುಮಾರ್, ಮಂಜುನಾಥ್, ಬಸವರಾಜು, ಆನಂದ್, ಕೆಂಪೇಗೌಡ ಸೇರಿದಂತೆ ವಿವಿಧ ಶಾಲಾ ಕಾಲೇಜುಗಳ ಶಿಕ್ಷಕರು, ವಿದ್ಯಾರ್ಥಿಗಳು ಭಾಗವಹಿಸಿದ್ದರು. ಯಾತ್ರೆಯ ಉದ್ದಕ್ಕೂ ಪೊಲೀಸ್ ಬಂದೋಬಸ್ತ್ ಒದಗಿಸಲಾಗಿತ್ತು. bbox=[738, 746, 948, 828]
story-body-continued: ವರನಟ ಡಾ.ರಾಜ್‌ಕುಮಾರ್ ಅವರ ಬಗ್ಗೆ ಸಾಮಾಜಿಕ ಜಾಲತಾಣಗಳಲ್ಲಿ ಅವಹೇಳನಕಾರಿ ಪೋಸ್ಟ್ ಮಾಡಿರುವ ಕಿಡಿಗೇಡಿಗಳ ವಿರುದ್ಧ ಕಠಿಣ ಕಾನೂನು ಕ್ರಮ ಕೈಗೊಳ್ಳಬೇಕು ಎಂದು ಒತ್ತಾಯಿಸಿ ಡಾ.ರಾಜ್‌ಕುಮಾರ್ ಅಭಿಮಾನಿಗಳ ಸಂಘದ ಪದಾಧಿಕಾರಿಗಳು ಜಿಲ್ಲಾ ಪೊಲೀಸ್ ವರಿಷ್ಠಾಧಿಕಾರಿಗಳಿಗೆ ಮನವಿ ಸಲ್ಲಿಸಿದರು. ಕನ್ನಡ ಚಿತ್ರರಂಗದ ಮೇರು ನಟನ ಬಗ್ಗೆ ಅಗೌರವ ತೋರುವ ಪ್ರಯತ್ನ ಖಂಡನೀಯ. ಇಂತಹ ಕೃತ್ಯ ಎಸಗಿರುವವರನ್ನು ತಕ್ಷಣ ಬಂಧಿಸಿ ಶಿಕ್ಷೆಗೆ ಗುರಿಪಡಿಸಬೇಕು ಎಂದು ಆಗ್ರಹಿಸಿದರು. ಸಂಘದ ಜಿಲ್ಲಾಧ್ಯಕ್ಷ, ಪದಾಧಿಕಾರಿಗಳು ಇದ್ದರು. bbox=[1098, 1005, 1302, 1143]
temp-min-value: 21° bbox=[810, 23, 860, 53]
brief-text: ತಾಲೂಕಿನ ಆದಿಚುಂಚನಗಿರಿ (ಬಿಜಿಎಸ್) ಆಸ್ಪತ್ರೆಯಲ್ಲಿ ವಿಶ್ವ ಅಂಗಾಂಗ ದಾನ ದಿನದ ಪ್ರಯುಕ್ತ ಇತ್ತೀಚೆಗೆ ಯಶಸ್ವಿಯಾಗಿ ಅಂಗಾಂಗ ಕಸಿ ಶಸ್ತ್ರಚಿಕಿತ್ಸೆ ನಡೆಸುವ ಮೂಲಕ ಮಹತ್ತರ ಸಾಧನೆ ಮಾಡಲಾಗಿದೆ. ತಾಲೂಕಿನ ಅಮೀನಪುರದ ಅಶ್ವಥ್ ಎಂಬುವರ ಅಂಗಾಂಗಗಳನ್ನು ದಾನವಾಗಿ ಪಡೆದು ಅಗತ್ಯವಿರುವ ರೋಗಿಗಳಿಗೆ ಕಸಿ ಮಾಡಲಾಯಿತು. ಆಸ್ಪತ್ರೆಯ ವೈದ್ಯರ ತಂಡ ಹಲವು ಗಂಟೆಗಳ ಕಾಲ ಶಸ್ತ್ರಚಿಕಿತ್ಸೆ ನಡೆಸಿ ರೋಗಿಗಳ ಜೀವ ಉಳಿಸಿದ್ದು, ಆದಿಚುಂಚನಗಿರಿ ಮಹಾಸಂಸ್ಥಾನ ಮಠದ ಪೀಠಾಧ್ಯಕ್ಷ ಡಾ. ನಿರ್ಮಲಾನಂದನಾಥ ಸ್ವಾಮೀಜಿ ವೈದ್ಯರನ್ನು ಅಭಿನಂದಿಸಿದರು. ಅಂಗಾಂಗ ದಾನ ಮಾಡಿದ ಕುಟುಂಬಕ್ಕೆ ಕೃತಜ್ಞತೆ ಸಲ್ಲಿಸಲಾಯಿತು. ಇಂತಹ ಮಹತ್ಕಾರ್ಯಕ್ಕೆ ಸಾರ್ವಜನಿಕರು ಪ್ರೇರಣೆ ಪಡೆದು ಅಂಗಾಂಗ ದಾನಕ್ಕೆ ಮುಂದಾಗಬೇಕು ಎಂದು ಕರೆ ನೀಡಲಾಯಿತು. bbox=[34, 539, 274, 691]
page-title: ಮಂಡ್ಯ bbox=[480, 8, 619, 81]
story-kicker: ನ್ಯಾಯಮೂರ್ತಿ ನಾಗಮೋಹನ್‌ದಾಸ್ ವರದಿಗೆ ಖಂಡಿಸಿ ಪ್ರತಿಭಟನೆ bbox=[34, 1585, 445, 1609]
edition-date: 15 ಆಗಸ್ಟ್ 2025 bbox=[52, 33, 138, 48]
kirusuddi-banner bbox=[38, 88, 264, 152]
school-children-photo bbox=[298, 100, 590, 320]
section-label-a: ಕಿರು bbox=[120, 92, 155, 122]
farmers-meeting-photo bbox=[910, 1680, 1302, 1830]
column-divider bbox=[608, 84, 609, 400]
dateline: ಮಂಡ್ಯ: bbox=[972, 509, 999, 521]
section-label-b: ಸುದ್ದಿ bbox=[154, 92, 196, 122]
row-divider bbox=[282, 950, 1305, 951]
story-body bbox=[692, 1280, 892, 1560]
date-block bbox=[40, 14, 200, 68]
edition-city: ಬೆಂಗಳೂರು bbox=[52, 51, 101, 66]
brief-headline: ಇಂದು ಬೃಹತ್ ರಕ್ತದಾನ ಶಿಬಿರ bbox=[60, 162, 248, 184]
row-divider bbox=[692, 1232, 1302, 1233]
briefs-column bbox=[34, 84, 274, 1564]
story-text: ವರನಟ ಡಾ.ರಾಜ್‌ಕುಮಾರ್ ಅವರ ಬಗ್ಗೆ ಸಾಮಾಜಿಕ ಜಾಲತಾಣಗಳಲ್ಲಿ ಅವಹೇಳನಕಾರಿ ಪೋಸ್ಟ್ ಮಾಡಿರುವ ಕಿಡಿಗೇಡಿಗಳ ವಿರುದ್ಧ ಕಠಿಣ ಕಾನೂನು ಕ್ರಮ ಕೈಗೊಳ್ಳಬೇಕು ಎಂದು ಒತ್ತಾಯಿಸಿ ಡಾ.ರಾಜ್‌ಕುಮಾರ್ ಅಭಿಮಾನಿಗಳ ಸಂಘದ ಪದಾಧಿಕಾರಿಗಳು ಜಿಲ್ಲಾ ಪೊಲೀಸ್ ವರಿಷ್ಠಾಧಿಕಾರಿಗಳಿಗೆ ಮನವಿ ಸಲ್ಲಿಸಿದರು. ಕನ್ನಡ ಚಿತ್ರರಂಗದ ಮೇರು ನಟನ ಬಗ್ಗೆ ಅಗೌರವ ತೋರುವ ಪ್ರಯತ್ನ ಖಂಡನೀಯ. ಇಂತಹ ಕೃತ್ಯ ಎಸಗಿರುವವರನ್ನು ತಕ್ಷಣ ಬಂಧಿಸಿ ಶಿಕ್ಷೆಗೆ ಗುರಿಪಡಿಸಬೇಕು ಎಂದು ಆಗ್ರಹಿಸಿದರು. ಸಂಘದ ಜಿಲ್ಲಾಧ್ಯಕ್ಷ, ಪದಾಧಿಕಾರಿಗಳು ಇದ್ದರು. bbox=[692, 1005, 892, 1143]
brief-text: ದೇಶದಲ್ಲೇ ಮೊಟ್ಟ ಮೊದಲ ಬಾರಿಗೆ ಭೂಮಿಪುತ್ರ ರೈತರ ಗೌರವಾರ್ಥವಾಗಿ ಹಾಗೂ 79ನೇ ಸ್ವಾತಂತ್ರ್ಯೋತ್ಸವದ ಪ್ರಯುಕ್ತ ಆ. 15 ರಂದು ಪಟ್ಟಣದ ಮಹಿಳಾ ಸರ್ಕಾರಿ ಕಾಲೇಜಿನಲ್ಲಿ ವಿವಿಧ ಸಂಘಟನೆಗಳ ವತಿಯಿಂದ ಬೃಹತ್ ರಕ್ತದಾನ ಶಿಬಿರವನ್ನು ಬೆಳಿಗ್ಗೆ 8 ರಿಂದ ಸಂಜೆ 4 ಗಂಟೆವರೆಗೆ ಹಮ್ಮಿಕೊಂಡಿದ್ದು, ಹೆಚ್ಚಿನ ಸಂಖ್ಯೆಯಲ್ಲಿ ರಕ್ತದಾನ ಮಾಡುವ ಮೂಲಕ ಶಿಬಿರ ಯಶಸ್ವಿಗೊಳಿಸುವಂತೆ ವಿವಿಧ ಸಂಘಟನೆಗಳ ಪದಾಧಿಕಾರಿಗಳು ಪ್ರಕಟಣೆಯಲ್ಲಿ ಮನವಿ ಮಾಡಿದ್ದಾರೆ. bbox=[34, 189, 274, 285]
page-number: 02 bbox=[1245, 48, 1279, 76]
story-headline: ಬಲಗೈ ಸಮುದಾಯಕ್ಕೆ ಸೂಕ್ತ ನ್ಯಾಯ ಸಿಗಲಿ bbox=[34, 1612, 519, 1654]
dharmasthala-story bbox=[972, 408, 1302, 500]
dateline: ಮದ್ದೂರು: bbox=[34, 1667, 72, 1679]
tiranga-rally-photo bbox=[518, 528, 948, 738]
tiranga-story bbox=[296, 408, 956, 506]
temp-min bbox=[810, 10, 859, 52]
dateline: ಮಳವಳ್ಳಿ: bbox=[700, 1667, 734, 1679]
